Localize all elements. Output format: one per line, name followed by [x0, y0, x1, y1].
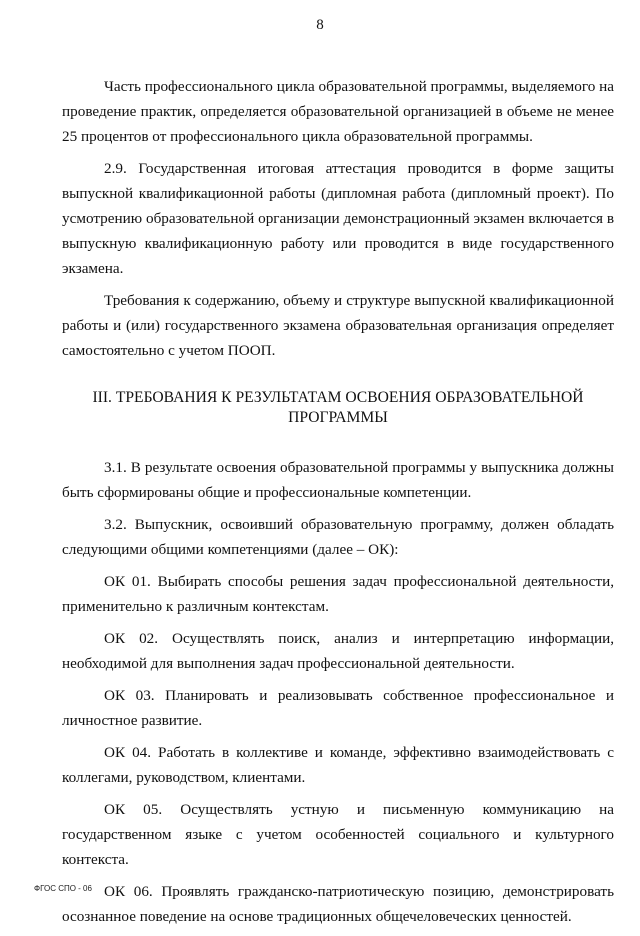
document-body [62, 74, 614, 936]
page-number: 8 [316, 17, 324, 33]
competency-ok-05: ОК 05. Осуществлять устную и письменную коммуникацию на государственном языке с учетом особенностей социального и культурного контекста. [62, 801, 614, 868]
paragraph-general-competencies: 3.2. Выпускник, освоивший образовательную программу, должен обладать следующими общими компетенциями (далее – ОК): [62, 516, 614, 558]
section-title: III. ТРЕБОВАНИЯ К РЕЗУЛЬТАТАМ ОСВОЕНИЯ ОБРАЗОВАТЕЛЬНОЙ ПРОГРАММЫ [92, 389, 584, 426]
competency-ok-02: ОК 02. Осуществлять поиск, анализ и интерпретацию информации, необходимой для выполнения задач профессиональной деятельности. [62, 630, 614, 672]
competency-ok-03: ОК 03. Планировать и реализовывать собственное профессиональное и личностное развитие. [62, 687, 614, 729]
paragraph-final-attestation: 2.9. Государственная итоговая аттестация проводится в форме защиты выпускной квалификационной работы (дипломная работа (дипломный проект). По усмотрению образовательной организации демонстрационный экзамен включается в выпускную квалификационную работу или проводится в виде государственного экзамена. [62, 160, 614, 277]
competency-ok-01: ОК 01. Выбирать способы решения задач профессиональной деятельности, применительно к различным контекстам. [62, 573, 614, 615]
competency-ok-04: ОК 04. Работать в коллективе и команде, эффективно взаимодействовать с коллегами, руководством, клиентами. [62, 744, 614, 786]
document-footer: ФГОС СПО - 06 [34, 884, 92, 893]
paragraph-competencies-intro: 3.1. В результате освоения образовательной программы у выпускника должны быть сформированы общие и профессиональные компетенции. [62, 459, 614, 501]
competency-ok-06: ОК 06. Проявлять гражданско-патриотическую позицию, демонстрировать осознанное поведение на основе традиционных общечеловеческих ценностей. [62, 883, 614, 925]
paragraph-thesis-requirements: Требования к содержанию, объему и структуре выпускной квалификационной работы и (или) государственного экзамена образовательная организация определяет самостоятельно с учетом ПООП. [62, 292, 614, 359]
paragraph-practice-share: Часть профессионального цикла образовательной программы, выделяемого на проведение практик, определяется образовательной организацией в объеме не менее 25 процентов от профессионального цикла образовательной программы. [62, 78, 614, 145]
